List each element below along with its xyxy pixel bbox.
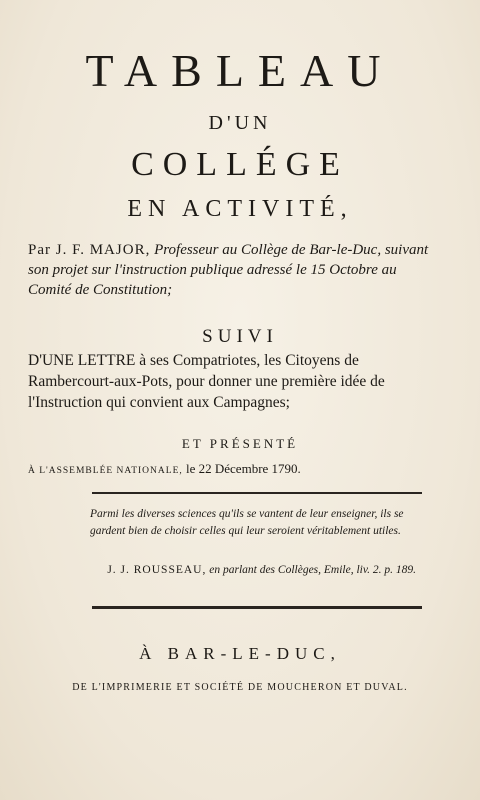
epigraph-quote: Parmi les diverses sciences qu'ils se vantent de leur enseigner, ils se gardent bien de choisir celles qui leur seroient véritablement utiles. (90, 508, 404, 537)
title-tableau: TABLEAU (85, 45, 395, 96)
imprint-place: À BAR-LE-DUC, (139, 644, 341, 663)
author-description: Professeur au Collège de Bar-le-Duc, suivant son projet sur l'instruction publique adressé le 15 Octobre au Comité de Constitution; (28, 242, 429, 298)
title-dun: D'UN (208, 112, 272, 134)
title-en-activite: EN ACTIVITÉ, (127, 196, 353, 222)
assemblee-prefix: À L'ASSEMBLÉE NATIONALE, (28, 466, 183, 476)
epigraph-attribution (100, 562, 416, 579)
author-name: Par J. F. MAJOR, (28, 242, 151, 258)
rule-top (92, 492, 422, 494)
rule-bottom (92, 606, 422, 609)
assemblee-date: le 22 Décembre 1790. (182, 461, 301, 476)
title-college: COLLÉGE (131, 146, 349, 183)
author-paragraph (28, 240, 438, 300)
epigraph-source: en parlant des Collèges, Emile, liv. 2. p. 189. (206, 564, 416, 576)
letter-paragraph: D'UNE LETTRE à ses Compatriotes, les Citoyens de Rambercourt-aux-Pots, pour donner une première idée de l'Instruction qui convient aux Campagnes; (28, 352, 385, 411)
imprint-printer: DE L'IMPRIMERIE ET SOCIÉTÉ DE MOUCHERON ET DUVAL. (72, 682, 408, 693)
epigraph-author: J. J. ROUSSEAU, (107, 564, 207, 576)
suivi-heading: SUIVI (202, 326, 278, 347)
assemblee-line (28, 460, 458, 480)
presente-heading: ET PRÉSENTÉ (181, 436, 299, 451)
